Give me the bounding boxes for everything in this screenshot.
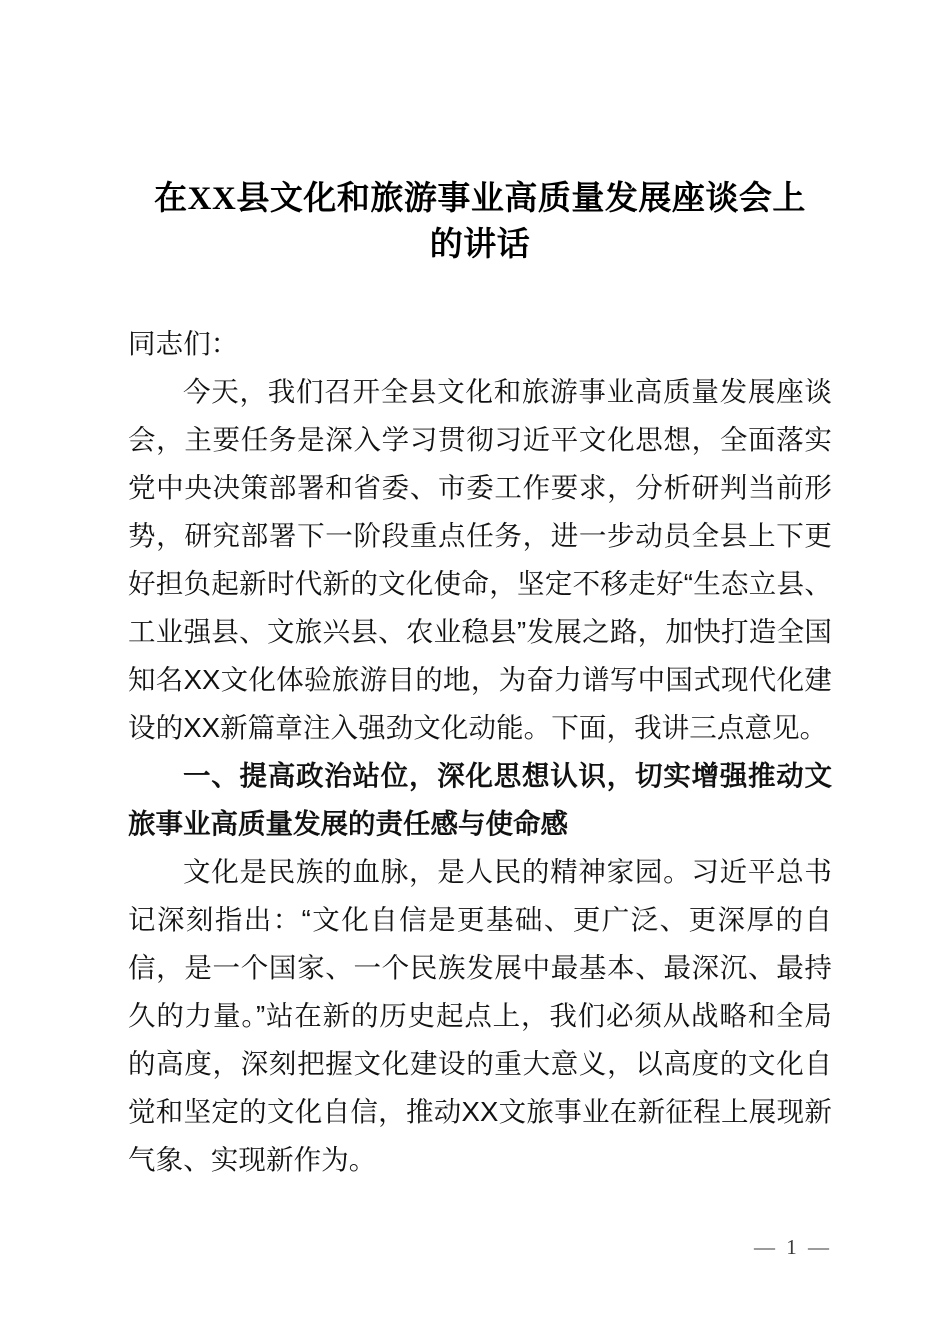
page-title-line-2: 的讲话 [429, 227, 531, 263]
page-number-footer: — 1 — [754, 1235, 832, 1259]
page-title [128, 176, 832, 268]
salutation: 同志们： [128, 328, 239, 359]
document-body [128, 320, 832, 1184]
section-heading-one: 一、提高政治站位，深化思想认识，切实增强推动文旅事业高质量发展的责任感与使命感 [128, 760, 832, 839]
paragraph-opening: 今天，我们召开全县文化和旅游事业高质量发展座谈会，主要任务是深入学习贯彻习近平文化思想，全面落实党中央决策部署和省委、市委工作要求，分析研判当前形势，研究部署下一阶段重点任务，进一步动员全县上下更好担负起新时代新的文化使命，坚定不移走好“生态立县、工业强县、文旅兴县、农业稳县”发展之路，加快打造全国知名XX文化体验旅游目的地，为奋力谱写中国式现代化建设的XX新篇章注入强劲文化动能。下面，我讲三点意见。 [128, 376, 832, 743]
paragraph-section-one-body: 文化是民族的血脉，是人民的精神家园。习近平总书记深刻指出：“文化自信是更基础、更广泛、更深厚的自信，是一个国家、一个民族发展中最基本、最深沉、最持久的力量。”站在新的历史起点上，我们必须从战略和全局的高度，深刻把握文化建设的重大意义，以高度的文化自觉和坚定的文化自信，推动XX文旅事业在新征程上展现新气象、实现新作为。 [128, 856, 832, 1175]
page-title-line-1: 在XX县文化和旅游事业高质量发展座谈会上 [154, 181, 806, 217]
